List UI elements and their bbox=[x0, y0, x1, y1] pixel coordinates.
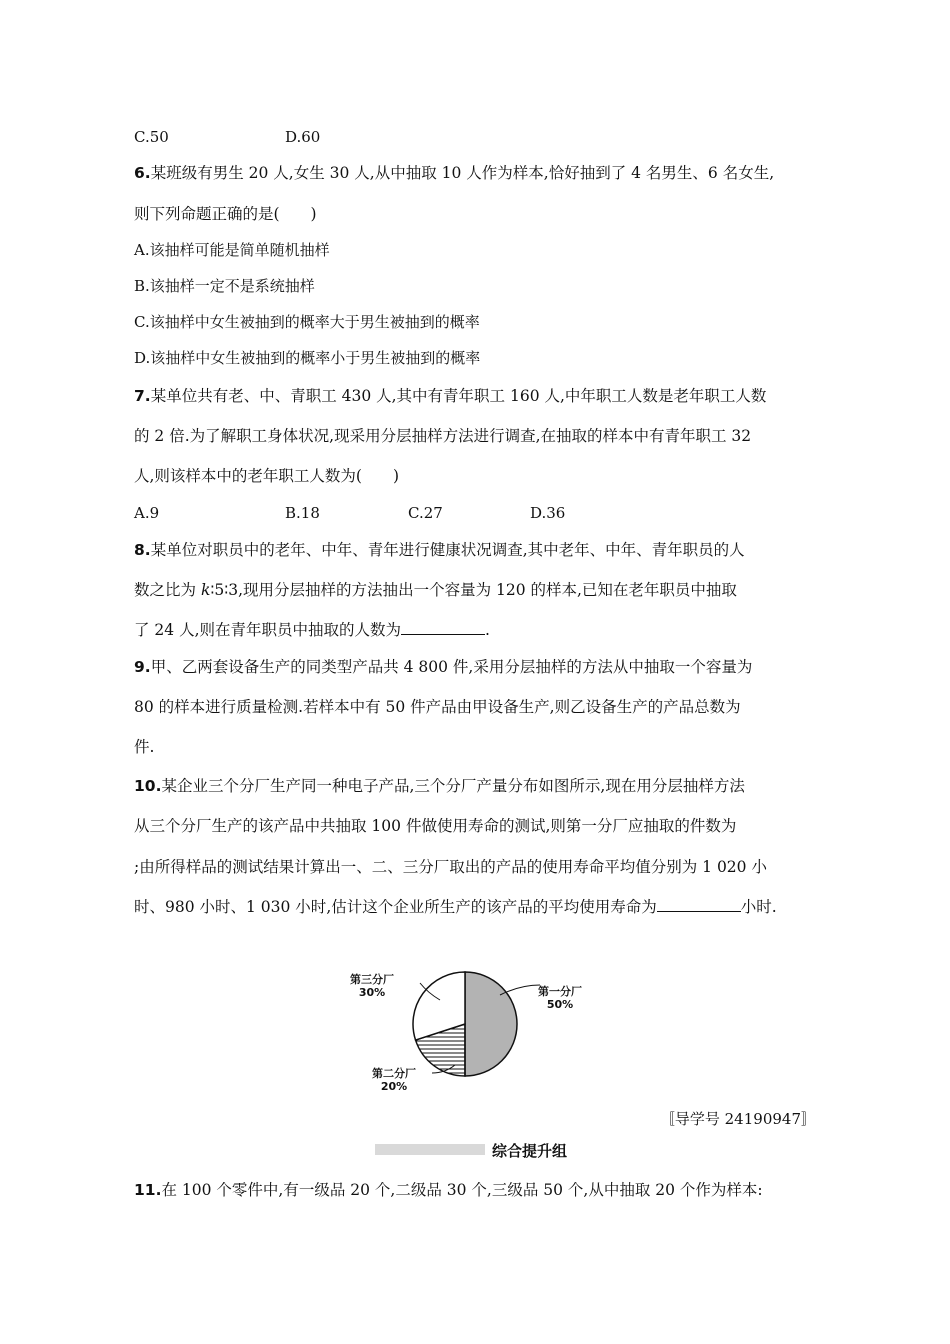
question-8-line-2 bbox=[134, 580, 737, 600]
question-number: 9. bbox=[134, 658, 151, 676]
option-c: C.50 bbox=[134, 128, 169, 146]
question-9-line-3: 件. bbox=[134, 738, 155, 756]
question-7-line-2: 的 2 倍.为了解职工身体状况,现采用分层抽样方法进行调查,在抽取的样本中有青年职工 32 bbox=[134, 427, 752, 445]
percent-label: 20% bbox=[380, 1080, 408, 1093]
q7-option-a: A.9 bbox=[134, 504, 160, 522]
q6-option-d: D.该抽样中女生被抽到的概率小于男生被抽到的概率 bbox=[134, 349, 481, 367]
label-third-factory bbox=[350, 973, 394, 999]
question-6-line-1 bbox=[134, 163, 774, 183]
question-10-line-4 bbox=[134, 897, 777, 917]
question-text: 甲、乙两套设备生产的同类型产品共 4 800 件,采用分层抽样的方法从中抽取一个容量为 bbox=[150, 658, 753, 676]
pie-chart bbox=[330, 955, 630, 1105]
q7-option-b: B.18 bbox=[285, 504, 320, 522]
text-segment: 了 24 人,则在青年职员中抽取的人数为 bbox=[134, 621, 402, 639]
percent-label: 30% bbox=[358, 986, 386, 999]
question-text: 某单位对职员中的老年、中年、青年进行健康状况调查,其中老年、中年、青年职员的人 bbox=[150, 541, 745, 559]
category-label: 第二分厂 bbox=[372, 1067, 416, 1080]
q7-option-d: D.36 bbox=[530, 504, 566, 522]
category-label: 第一分厂 bbox=[538, 985, 582, 998]
reference-number: 〚导学号 24190947〛 bbox=[659, 1110, 816, 1128]
question-8-line-1 bbox=[134, 540, 745, 560]
question-text: 某单位共有老、中、青职工 430 人,其中有青年职工 160 人,中年职工人数是老年职工人数 bbox=[150, 387, 767, 405]
variable-k: k bbox=[200, 581, 211, 599]
question-number: 10. bbox=[134, 777, 162, 795]
q6-option-b: B.该抽样一定不是系统抽样 bbox=[134, 277, 315, 295]
text-segment: 时、980 小时、1 030 小时,估计这个企业所生产的该产品的平均使用寿命为 bbox=[134, 898, 657, 916]
text-segment: ∶5∶3,现用分层抽样的方法抽出一个容量为 120 的样本,已知在老年职员中抽取 bbox=[210, 581, 737, 599]
section-bar bbox=[375, 1144, 485, 1155]
label-first-factory bbox=[538, 985, 582, 1011]
text-segment: 小时. bbox=[740, 898, 777, 916]
slice-first-factory bbox=[465, 972, 517, 1076]
question-9-line-1 bbox=[134, 657, 752, 677]
question-text: 某班级有男生 20 人,女生 30 人,从中抽取 10 人作为样本,恰好抽到了 4 名男生、6 名女生, bbox=[150, 164, 775, 182]
question-number: 8. bbox=[134, 541, 151, 559]
category-label: 第三分厂 bbox=[350, 973, 394, 986]
q6-option-c: C.该抽样中女生被抽到的概率大于男生被抽到的概率 bbox=[134, 313, 480, 331]
answer-blank[interactable] bbox=[657, 897, 741, 912]
question-text: 某企业三个分厂生产同一种电子产品,三个分厂产量分布如图所示,现在用分层抽样方法 bbox=[161, 777, 745, 795]
option-d: D.60 bbox=[285, 128, 321, 146]
question-number: 7. bbox=[134, 387, 151, 405]
question-10-line-1 bbox=[134, 776, 745, 796]
text-segment: 数之比为 bbox=[134, 581, 201, 599]
question-10-line-3: ;由所得样品的测试结果计算出一、二、三分厂取出的产品的使用寿命平均值分别为 1 020 小 bbox=[134, 858, 767, 876]
question-number: 11. bbox=[134, 1181, 162, 1199]
q7-option-c: C.27 bbox=[408, 504, 443, 522]
question-text: 在 100 个零件中,有一级品 20 个,二级品 30 个,三级品 50 个,从中抽取 20 个作为样本: bbox=[161, 1181, 763, 1199]
question-8-line-3 bbox=[134, 620, 490, 640]
answer-blank[interactable] bbox=[401, 620, 485, 635]
q6-option-a: A.该抽样可能是简单随机抽样 bbox=[134, 241, 330, 259]
percent-label: 50% bbox=[546, 998, 574, 1011]
label-second-factory bbox=[372, 1067, 416, 1093]
question-9-line-2: 80 的样本进行质量检测.若样本中有 50 件产品由甲设备生产,则乙设备生产的产品总数为 bbox=[134, 698, 741, 716]
text-segment: . bbox=[485, 621, 490, 639]
question-11-line-1 bbox=[134, 1180, 763, 1200]
section-title: 综合提升组 bbox=[492, 1142, 568, 1160]
question-7-line-1 bbox=[134, 386, 766, 406]
question-10-line-2: 从三个分厂生产的该产品中共抽取 100 件做使用寿命的测试,则第一分厂应抽取的件数为 bbox=[134, 817, 737, 835]
question-number: 6. bbox=[134, 164, 151, 182]
question-6-line-2: 则下列命题正确的是( ) bbox=[134, 205, 317, 223]
question-7-line-3: 人,则该样本中的老年职工人数为( ) bbox=[134, 467, 400, 485]
